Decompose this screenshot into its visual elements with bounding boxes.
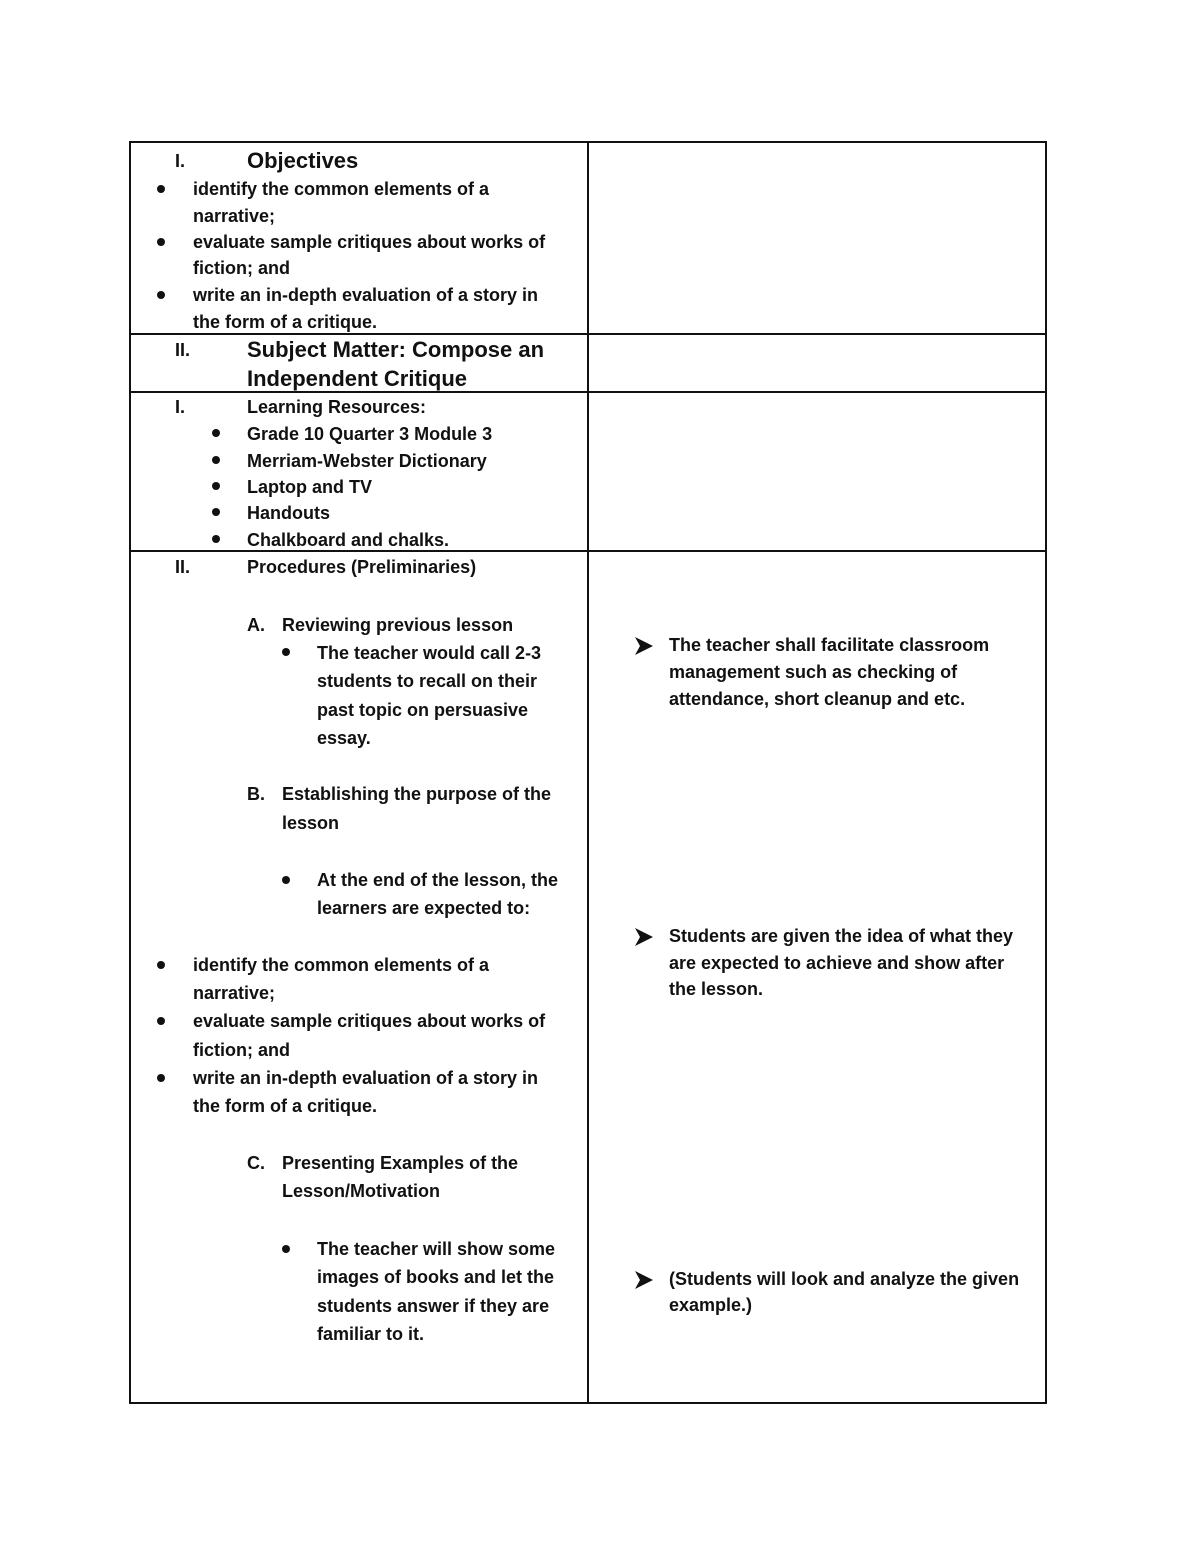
bullet-icon: [282, 876, 290, 884]
bullet-icon: [157, 1074, 165, 1082]
procedures-title: Procedures (Preliminaries): [247, 557, 477, 577]
column-divider: [587, 141, 589, 1404]
step-detail-line: essay.: [317, 728, 371, 748]
subject-matter-title: Subject Matter: Compose an: [247, 337, 545, 362]
bullet-icon: [212, 508, 220, 516]
section-numeral: II.: [175, 340, 191, 360]
bullet-icon: [212, 429, 220, 437]
student-note-line: are expected to achieve and show after: [669, 953, 1005, 973]
teacher-note-line: The teacher shall facilitate classroom: [669, 635, 990, 655]
subject-matter-title-cont: Independent Critique: [247, 366, 467, 391]
step-letter: A.: [247, 615, 265, 635]
objective-line: the form of a critique.: [193, 1096, 378, 1116]
section-numeral: I.: [175, 151, 186, 171]
objective-line: evaluate sample critiques about works of: [193, 1011, 546, 1031]
objective-line: evaluate sample critiques about works of: [193, 232, 546, 252]
step-detail-line: students answer if they are: [317, 1296, 550, 1316]
bullet-icon: [157, 291, 165, 299]
step-detail-line: students to recall on their: [317, 671, 538, 691]
objective-line: narrative;: [193, 206, 276, 226]
step-letter: B.: [247, 784, 265, 804]
bullet-icon: [157, 238, 165, 246]
step-title-examples: Presenting Examples of the: [282, 1153, 519, 1173]
step-detail-line: past topic on persuasive: [317, 700, 529, 720]
objective-line: narrative;: [193, 983, 276, 1003]
step-title-purpose-cont: lesson: [282, 813, 340, 833]
resource-item: Merriam-Webster Dictionary: [247, 451, 487, 471]
objective-line: fiction; and: [193, 258, 290, 278]
student-note-line: the lesson.: [669, 979, 764, 999]
resource-item: Handouts: [247, 503, 330, 523]
step-title-reviewing: Reviewing previous lesson: [282, 615, 514, 635]
step-title-purpose: Establishing the purpose of the: [282, 784, 552, 804]
resource-item: Chalkboard and chalks.: [247, 530, 450, 550]
teacher-note-line: management such as checking of: [669, 662, 958, 682]
bullet-icon: [157, 185, 165, 193]
student-note-line: (Students will look and analyze the given: [669, 1269, 1020, 1289]
step-detail-line: At the end of the lesson, the: [317, 870, 559, 890]
step-detail-line: The teacher will show some: [317, 1239, 556, 1259]
student-note-line: Students are given the idea of what they: [669, 926, 1014, 946]
bullet-icon: [157, 1017, 165, 1025]
step-letter: C.: [247, 1153, 265, 1173]
bullet-icon: [157, 961, 165, 969]
step-detail-line: familiar to it.: [317, 1324, 425, 1344]
objective-line: write an in-depth evaluation of a story in: [193, 1068, 539, 1088]
bullet-icon: [212, 456, 220, 464]
objective-line: fiction; and: [193, 1040, 290, 1060]
bullet-icon: [212, 482, 220, 490]
step-detail-line: images of books and let the: [317, 1267, 555, 1287]
resource-item: Grade 10 Quarter 3 Module 3: [247, 424, 493, 444]
step-detail-line: learners are expected to:: [317, 898, 531, 918]
bullet-icon: [282, 648, 290, 656]
arrow-bullet-icon: [633, 927, 655, 947]
objective-line: identify the common elements of a: [193, 179, 490, 199]
arrow-bullet-icon: [633, 1270, 655, 1290]
resource-item: Laptop and TV: [247, 477, 372, 497]
step-detail-line: The teacher would call 2-3: [317, 643, 542, 663]
bullet-icon: [212, 535, 220, 543]
learning-resources-title: Learning Resources:: [247, 397, 427, 417]
bullet-icon: [282, 1245, 290, 1253]
objective-line: identify the common elements of a: [193, 955, 490, 975]
section-title-objectives: Objectives: [247, 148, 359, 173]
section-numeral: II.: [175, 557, 191, 577]
objective-line: write an in-depth evaluation of a story in: [193, 285, 539, 305]
arrow-bullet-icon: [633, 636, 655, 656]
teacher-note-line: attendance, short cleanup and etc.: [669, 689, 966, 709]
student-note-line: example.): [669, 1295, 753, 1315]
step-title-examples-cont: Lesson/Motivation: [282, 1181, 441, 1201]
section-numeral: I.: [175, 397, 186, 417]
objective-line: the form of a critique.: [193, 312, 378, 332]
